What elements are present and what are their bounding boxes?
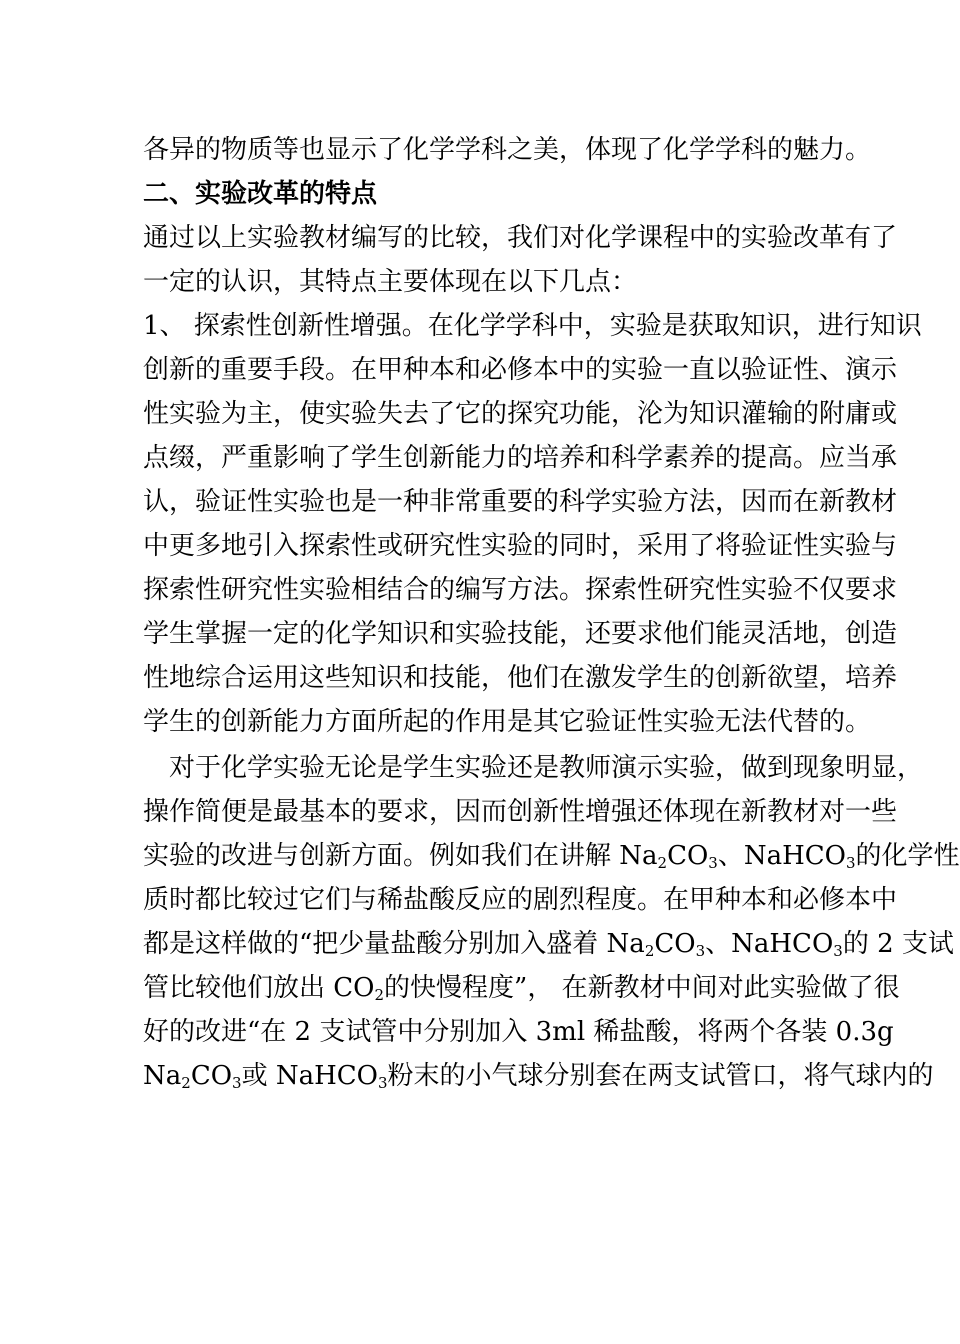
paragraph-line <box>143 1054 934 1098</box>
text-run: 的快慢程度”， 在新教材中间对此实验做了很 <box>384 973 900 1003</box>
section-heading: 二、实验改革的特点 <box>143 179 378 209</box>
text-run: Na <box>143 1061 182 1091</box>
paragraph-line: 点缀，严重影响了学生创新能力的培养和科学素养的提高。应当承 <box>143 443 898 473</box>
text-run: CO <box>667 841 709 871</box>
paragraph-line: 操作简便是最基本的要求，因而创新性增强还体现在新教材对一些 <box>143 797 898 827</box>
subscript: 3 <box>377 1074 388 1092</box>
paragraph-line: 性实验为主，使实验失去了它的探究功能，沦为知识灌输的附庸或 <box>143 399 898 429</box>
text-run: 管比较他们放出 CO <box>143 973 375 1003</box>
text-run: 、NaHCO <box>705 929 834 959</box>
text-run: 、NaHCO <box>717 841 846 871</box>
paragraph-line: 对于化学实验无论是学生实验还是教师演示实验，做到现象明显， <box>169 753 924 783</box>
subscript: 3 <box>845 854 856 872</box>
paragraph-line: 探索性研究性实验相结合的编写方法。探索性研究性实验不仅要求 <box>143 575 898 605</box>
paragraph-line: 创新的重要手段。在甲种本和必修本中的实验一直以验证性、演示 <box>143 355 898 385</box>
paragraph-line: 性地综合运用这些知识和技能，他们在激发学生的创新欲望，培养 <box>143 663 898 693</box>
subscript: 2 <box>657 854 668 872</box>
subscript: 2 <box>644 942 655 960</box>
subscript: 2 <box>374 986 385 1004</box>
paragraph-line: 1、 探索性创新性增强。在化学学科中，实验是获取知识，进行知识 <box>143 311 922 341</box>
text-run: 或 NaHCO <box>241 1061 378 1091</box>
paragraph-line: 学生掌握一定的化学知识和实验技能，还要求他们能灵活地，创造 <box>143 619 898 649</box>
text-run: CO <box>190 1061 233 1091</box>
subscript: 3 <box>695 942 706 960</box>
paragraph-line: 中更多地引入探索性或研究性实验的同时，采用了将验证性实验与 <box>143 531 898 561</box>
subscript: 3 <box>708 854 718 872</box>
text-run: 的 2 支试 <box>842 929 954 959</box>
subscript: 3 <box>232 1074 242 1092</box>
text-run: 都是这样做的“把少量盐酸分别加入盛着 Na <box>143 929 645 959</box>
paragraph-line: 好的改进“在 2 支试管中分别加入 3ml 稀盐酸，将两个各装 0.3g <box>143 1017 894 1047</box>
text-run: 粉末的小气球分别套在两支试管口，将气球内的 <box>387 1061 934 1091</box>
paragraph-line: 各异的物质等也显示了化学学科之美，体现了化学学科的魅力。 <box>143 135 872 165</box>
subscript: 3 <box>833 942 843 960</box>
paragraph-line: 通过以上实验教材编写的比较，我们对化学课程中的实验改革有了 <box>143 223 898 253</box>
paragraph-line: 质时都比较过它们与稀盐酸反应的剧烈程度。在甲种本和必修本中 <box>143 885 898 915</box>
text-run: CO <box>654 929 696 959</box>
text-run: 的化学性 <box>855 841 960 871</box>
paragraph-line <box>143 834 960 878</box>
document-body <box>143 128 960 1098</box>
paragraph-line: 学生的创新能力方面所起的作用是其它验证性实验无法代替的。 <box>143 707 872 737</box>
paragraph-line <box>143 966 900 1010</box>
text-run: 实验的改进与创新方面。例如我们在讲解 Na <box>143 841 658 871</box>
paragraph-line: 认，验证性实验也是一种非常重要的科学实验方法，因而在新教材 <box>143 487 898 517</box>
subscript: 2 <box>181 1074 191 1092</box>
paragraph-line: 一定的认识，其特点主要体现在以下几点： <box>143 267 638 297</box>
paragraph-line <box>143 922 954 966</box>
